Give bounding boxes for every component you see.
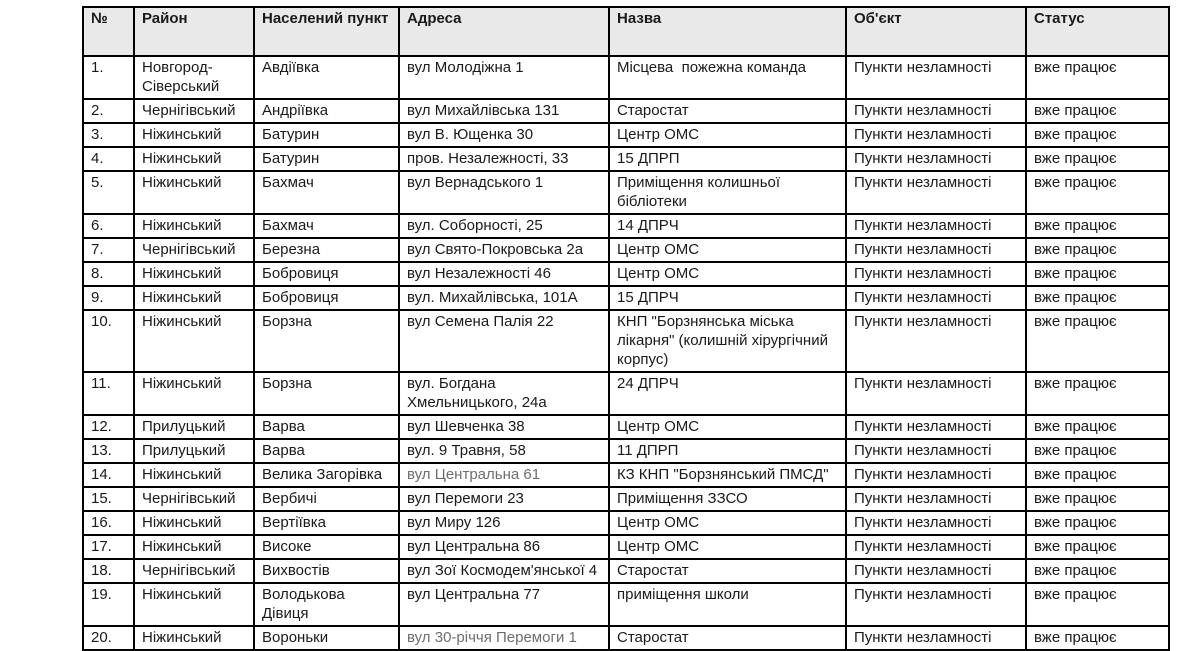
cell-object: Пункти незламності bbox=[846, 372, 1026, 415]
cell-district: Чернігівський bbox=[134, 99, 254, 123]
cell-district: Ніжинський bbox=[134, 123, 254, 147]
cell-district: Ніжинський bbox=[134, 463, 254, 487]
cell-num: 1. bbox=[83, 56, 134, 99]
cell-settlement: Батурин bbox=[254, 123, 399, 147]
cell-status: вже працює bbox=[1026, 487, 1169, 511]
cell-name: приміщення школи bbox=[609, 583, 846, 626]
cell-status: вже працює bbox=[1026, 262, 1169, 286]
cell-object: Пункти незламності bbox=[846, 310, 1026, 372]
cell-num: 13. bbox=[83, 439, 134, 463]
cell-district: Ніжинський bbox=[134, 372, 254, 415]
cell-name: Місцева пожежна команда bbox=[609, 56, 846, 99]
cell-settlement: Бахмач bbox=[254, 214, 399, 238]
cell-district: Ніжинський bbox=[134, 147, 254, 171]
cell-num: 14. bbox=[83, 463, 134, 487]
cell-address: вул Семена Палія 22 bbox=[399, 310, 609, 372]
table-row bbox=[83, 214, 1169, 238]
cell-object: Пункти незламності bbox=[846, 286, 1026, 310]
cell-district: Ніжинський bbox=[134, 310, 254, 372]
column-header-settlement: Населений пункт bbox=[254, 7, 399, 56]
cell-num: 9. bbox=[83, 286, 134, 310]
cell-settlement: Авдіївка bbox=[254, 56, 399, 99]
cell-name: Приміщення колишньої бібліотеки bbox=[609, 171, 846, 214]
cell-num: 6. bbox=[83, 214, 134, 238]
cell-settlement: Високе bbox=[254, 535, 399, 559]
cell-settlement: Варва bbox=[254, 439, 399, 463]
cell-object: Пункти незламності bbox=[846, 626, 1026, 650]
cell-object: Пункти незламності bbox=[846, 147, 1026, 171]
table-row bbox=[83, 626, 1169, 650]
cell-object: Пункти незламності bbox=[846, 463, 1026, 487]
table-row bbox=[83, 415, 1169, 439]
cell-name: Центр ОМС bbox=[609, 415, 846, 439]
cell-name: КНП "Борзнянська міська лікарня" (колишній хірургічний корпус) bbox=[609, 310, 846, 372]
cell-address: вул. 9 Травня, 58 bbox=[399, 439, 609, 463]
cell-name: Приміщення ЗЗСО bbox=[609, 487, 846, 511]
cell-name: 15 ДПРЧ bbox=[609, 286, 846, 310]
cell-status: вже працює bbox=[1026, 214, 1169, 238]
column-header-status: Статус bbox=[1026, 7, 1169, 56]
cell-num: 12. bbox=[83, 415, 134, 439]
cell-settlement: Вихвостів bbox=[254, 559, 399, 583]
cell-status: вже працює bbox=[1026, 238, 1169, 262]
cell-name: Центр ОМС bbox=[609, 262, 846, 286]
cell-num: 5. bbox=[83, 171, 134, 214]
cell-status: вже працює bbox=[1026, 626, 1169, 650]
column-header-address: Адреса bbox=[399, 7, 609, 56]
header-row bbox=[83, 7, 1169, 56]
table-row bbox=[83, 535, 1169, 559]
cell-district: Чернігівський bbox=[134, 487, 254, 511]
cell-address: вул Миру 126 bbox=[399, 511, 609, 535]
cell-num: 18. bbox=[83, 559, 134, 583]
table-row bbox=[83, 238, 1169, 262]
cell-district: Чернігівський bbox=[134, 238, 254, 262]
cell-name: Старостат bbox=[609, 626, 846, 650]
cell-district: Ніжинський bbox=[134, 262, 254, 286]
cell-object: Пункти незламності bbox=[846, 238, 1026, 262]
table-row bbox=[83, 99, 1169, 123]
cell-settlement: Батурин bbox=[254, 147, 399, 171]
cell-status: вже працює bbox=[1026, 372, 1169, 415]
table-row bbox=[83, 583, 1169, 626]
cell-object: Пункти незламності bbox=[846, 535, 1026, 559]
cell-object: Пункти незламності bbox=[846, 214, 1026, 238]
cell-settlement: Вертіївка bbox=[254, 511, 399, 535]
cell-num: 19. bbox=[83, 583, 134, 626]
cell-object: Пункти незламності bbox=[846, 439, 1026, 463]
cell-address: вул Шевченка 38 bbox=[399, 415, 609, 439]
cell-address: вул Михайлівська 131 bbox=[399, 99, 609, 123]
cell-district: Ніжинський bbox=[134, 626, 254, 650]
cell-settlement: Володькова Дівиця bbox=[254, 583, 399, 626]
table-row bbox=[83, 511, 1169, 535]
cell-address: вул. Михайлівська, 101А bbox=[399, 286, 609, 310]
cell-district: Ніжинський bbox=[134, 583, 254, 626]
cell-object: Пункти незламності bbox=[846, 487, 1026, 511]
cell-address: пров. Незалежності, 33 bbox=[399, 147, 609, 171]
cell-num: 16. bbox=[83, 511, 134, 535]
table-row bbox=[83, 487, 1169, 511]
cell-status: вже працює bbox=[1026, 310, 1169, 372]
cell-address: вул 30-річчя Перемоги 1 bbox=[399, 626, 609, 650]
cell-settlement: Бахмач bbox=[254, 171, 399, 214]
column-header-num: № bbox=[83, 7, 134, 56]
cell-status: вже працює bbox=[1026, 147, 1169, 171]
table-row bbox=[83, 310, 1169, 372]
cell-settlement: Вербичі bbox=[254, 487, 399, 511]
table-row bbox=[83, 262, 1169, 286]
cell-num: 4. bbox=[83, 147, 134, 171]
table-row bbox=[83, 372, 1169, 415]
cell-district: Прилуцький bbox=[134, 415, 254, 439]
cell-district: Ніжинський bbox=[134, 171, 254, 214]
cell-object: Пункти незламності bbox=[846, 415, 1026, 439]
cell-num: 8. bbox=[83, 262, 134, 286]
cell-settlement: Бобровиця bbox=[254, 262, 399, 286]
cell-district: Чернігівський bbox=[134, 559, 254, 583]
cell-name: 24 ДПРЧ bbox=[609, 372, 846, 415]
table-row bbox=[83, 286, 1169, 310]
cell-address: вул Вернадського 1 bbox=[399, 171, 609, 214]
cell-num: 2. bbox=[83, 99, 134, 123]
cell-object: Пункти незламності bbox=[846, 56, 1026, 99]
cell-district: Прилуцький bbox=[134, 439, 254, 463]
cell-num: 20. bbox=[83, 626, 134, 650]
cell-object: Пункти незламності bbox=[846, 171, 1026, 214]
cell-status: вже працює bbox=[1026, 583, 1169, 626]
cell-district: Ніжинський bbox=[134, 535, 254, 559]
cell-settlement: Андріївка bbox=[254, 99, 399, 123]
cell-object: Пункти незламності bbox=[846, 511, 1026, 535]
cell-status: вже працює bbox=[1026, 171, 1169, 214]
cell-address: вул Незалежності 46 bbox=[399, 262, 609, 286]
cell-name: Центр ОМС bbox=[609, 535, 846, 559]
cell-address: вул Центральна 86 bbox=[399, 535, 609, 559]
cell-status: вже працює bbox=[1026, 535, 1169, 559]
cell-settlement: Бобровиця bbox=[254, 286, 399, 310]
cell-object: Пункти незламності bbox=[846, 123, 1026, 147]
column-header-district: Район bbox=[134, 7, 254, 56]
table-row bbox=[83, 559, 1169, 583]
cell-num: 11. bbox=[83, 372, 134, 415]
cell-settlement: Борзна bbox=[254, 372, 399, 415]
cell-num: 3. bbox=[83, 123, 134, 147]
cell-name: 15 ДПРП bbox=[609, 147, 846, 171]
cell-address: вул. Соборності, 25 bbox=[399, 214, 609, 238]
cell-address: вул Перемоги 23 bbox=[399, 487, 609, 511]
cell-address: вул. Богдана Хмельницького, 24а bbox=[399, 372, 609, 415]
cell-name: Центр ОМС bbox=[609, 123, 846, 147]
cell-name: Центр ОМС bbox=[609, 238, 846, 262]
cell-name: КЗ КНП "Борзнянський ПМСД" bbox=[609, 463, 846, 487]
cell-num: 10. bbox=[83, 310, 134, 372]
cell-name: Центр ОМС bbox=[609, 511, 846, 535]
cell-status: вже працює bbox=[1026, 56, 1169, 99]
cell-district: Ніжинський bbox=[134, 286, 254, 310]
cell-status: вже працює bbox=[1026, 559, 1169, 583]
cell-object: Пункти незламності bbox=[846, 99, 1026, 123]
cell-status: вже працює bbox=[1026, 511, 1169, 535]
cell-num: 17. bbox=[83, 535, 134, 559]
cell-status: вже працює bbox=[1026, 286, 1169, 310]
cell-district: Новгород-Сіверський bbox=[134, 56, 254, 99]
cell-object: Пункти незламності bbox=[846, 583, 1026, 626]
cell-status: вже працює bbox=[1026, 439, 1169, 463]
cell-name: Старостат bbox=[609, 559, 846, 583]
column-header-name: Назва bbox=[609, 7, 846, 56]
cell-num: 7. bbox=[83, 238, 134, 262]
cell-status: вже працює bbox=[1026, 123, 1169, 147]
table-row bbox=[83, 171, 1169, 214]
column-header-object: Об'єкт bbox=[846, 7, 1026, 56]
cell-object: Пункти незламності bbox=[846, 559, 1026, 583]
cell-name: 11 ДПРП bbox=[609, 439, 846, 463]
cell-address: вул В. Ющенка 30 bbox=[399, 123, 609, 147]
cell-address: вул Зої Космодем'янської 4 bbox=[399, 559, 609, 583]
cell-address: вул Свято-Покровська 2а bbox=[399, 238, 609, 262]
cell-num: 15. bbox=[83, 487, 134, 511]
cell-status: вже працює bbox=[1026, 463, 1169, 487]
cell-address: вул Центральна 61 bbox=[399, 463, 609, 487]
cell-status: вже працює bbox=[1026, 99, 1169, 123]
cell-name: 14 ДПРЧ bbox=[609, 214, 846, 238]
cell-name: Старостат bbox=[609, 99, 846, 123]
table-row bbox=[83, 123, 1169, 147]
table-row bbox=[83, 463, 1169, 487]
cell-settlement: Борзна bbox=[254, 310, 399, 372]
resilience-points-table bbox=[82, 6, 1170, 651]
table-row bbox=[83, 56, 1169, 99]
table-row bbox=[83, 439, 1169, 463]
table-row bbox=[83, 147, 1169, 171]
cell-address: вул Центральна 77 bbox=[399, 583, 609, 626]
cell-settlement: Велика Загорівка bbox=[254, 463, 399, 487]
cell-address: вул Молодіжна 1 bbox=[399, 56, 609, 99]
cell-settlement: Вороньки bbox=[254, 626, 399, 650]
cell-settlement: Варва bbox=[254, 415, 399, 439]
cell-status: вже працює bbox=[1026, 415, 1169, 439]
cell-district: Ніжинський bbox=[134, 511, 254, 535]
cell-district: Ніжинський bbox=[134, 214, 254, 238]
cell-settlement: Березна bbox=[254, 238, 399, 262]
cell-object: Пункти незламності bbox=[846, 262, 1026, 286]
